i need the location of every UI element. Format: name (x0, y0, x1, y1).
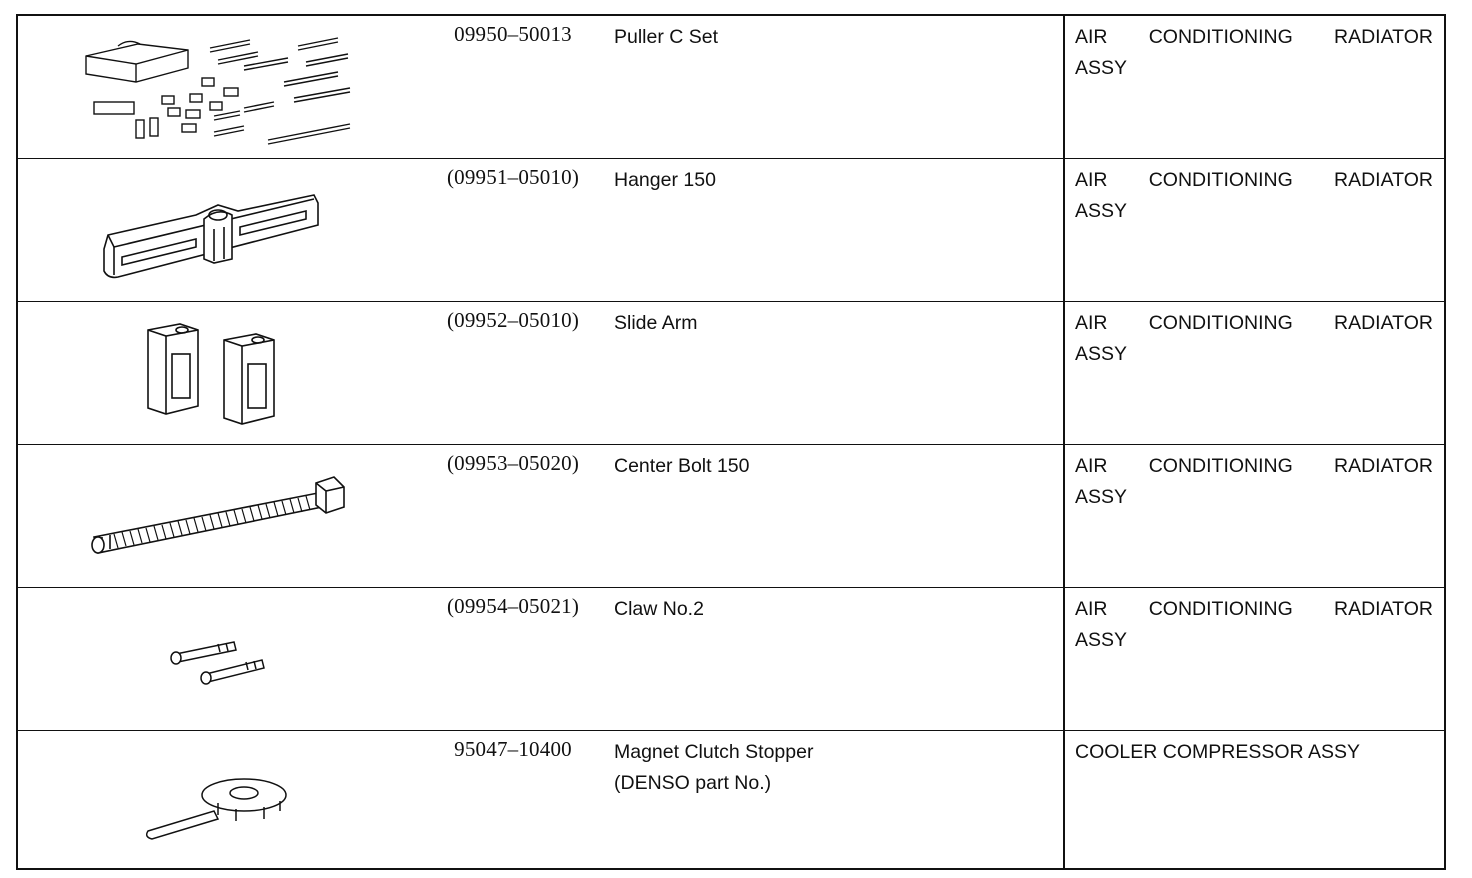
tool-name-line: Puller C Set (614, 26, 719, 48)
applies-to-line: ASSY (1075, 57, 1128, 79)
applies-to-line: COOLER COMPRESSOR ASSY (1075, 741, 1360, 763)
table-row (18, 158, 1444, 301)
applies-to-line: ASSY (1075, 486, 1128, 508)
word: AIR (1075, 312, 1108, 334)
part-number: 09950–50013 (454, 22, 572, 46)
part-number: (09953–05020) (446, 451, 580, 475)
part-number: (09951–05010) (446, 165, 580, 189)
applies-to-line (1075, 165, 1433, 196)
tool-name (614, 308, 697, 339)
word: RADIATOR (1334, 312, 1433, 334)
word: AIR (1075, 598, 1108, 620)
word: CONDITIONING (1148, 312, 1293, 334)
slide-arm-icon (18, 302, 418, 444)
clutch-stopper-icon (18, 731, 418, 873)
hanger-icon (18, 159, 418, 301)
tool-name-line: Magnet Clutch Stopper (614, 741, 814, 763)
applies-to-line (1075, 22, 1433, 53)
applies-to-line (1075, 308, 1433, 339)
word: RADIATOR (1334, 598, 1433, 620)
word: AIR (1075, 455, 1108, 477)
table-row (18, 730, 1444, 873)
word: RADIATOR (1334, 26, 1433, 48)
word: CONDITIONING (1148, 169, 1293, 191)
word: AIR (1075, 26, 1108, 48)
tool-name-line: Hanger 150 (614, 169, 716, 191)
part-number: (09954–05021) (446, 594, 580, 618)
table-row (18, 587, 1444, 730)
applies-to-line: ASSY (1075, 200, 1128, 222)
claw-icon (18, 588, 418, 730)
tool-name (614, 22, 718, 53)
tool-name (614, 594, 704, 625)
tool-name-line: Claw No.2 (614, 598, 704, 620)
word: AIR (1075, 169, 1108, 191)
word: RADIATOR (1334, 455, 1433, 477)
tool-name (614, 737, 813, 799)
tool-name-line: Center Bolt 150 (614, 455, 750, 477)
tool-name (614, 165, 716, 196)
sst-table (16, 14, 1446, 870)
puller-set-icon (18, 16, 418, 158)
part-number: (09952–05010) (446, 308, 580, 332)
tool-name-line: Slide Arm (614, 312, 698, 334)
table-row (18, 444, 1444, 587)
tool-name-line: (DENSO part No.) (614, 772, 772, 794)
word: CONDITIONING (1148, 26, 1293, 48)
applies-to-line: ASSY (1075, 629, 1128, 651)
applies-to (1075, 22, 1433, 84)
table-row (18, 301, 1444, 444)
applies-to (1075, 594, 1433, 656)
part-number: 95047–10400 (454, 737, 572, 761)
word: CONDITIONING (1148, 455, 1293, 477)
applies-to-line (1075, 594, 1433, 625)
applies-to-line (1075, 451, 1433, 482)
word: CONDITIONING (1148, 598, 1293, 620)
word: RADIATOR (1334, 169, 1433, 191)
tool-name (614, 451, 750, 482)
table-row (18, 16, 1444, 159)
center-bolt-icon (18, 445, 418, 587)
applies-to (1075, 308, 1433, 370)
applies-to (1075, 165, 1433, 227)
applies-to (1075, 737, 1433, 768)
applies-to-line: ASSY (1075, 343, 1128, 365)
applies-to (1075, 451, 1433, 513)
